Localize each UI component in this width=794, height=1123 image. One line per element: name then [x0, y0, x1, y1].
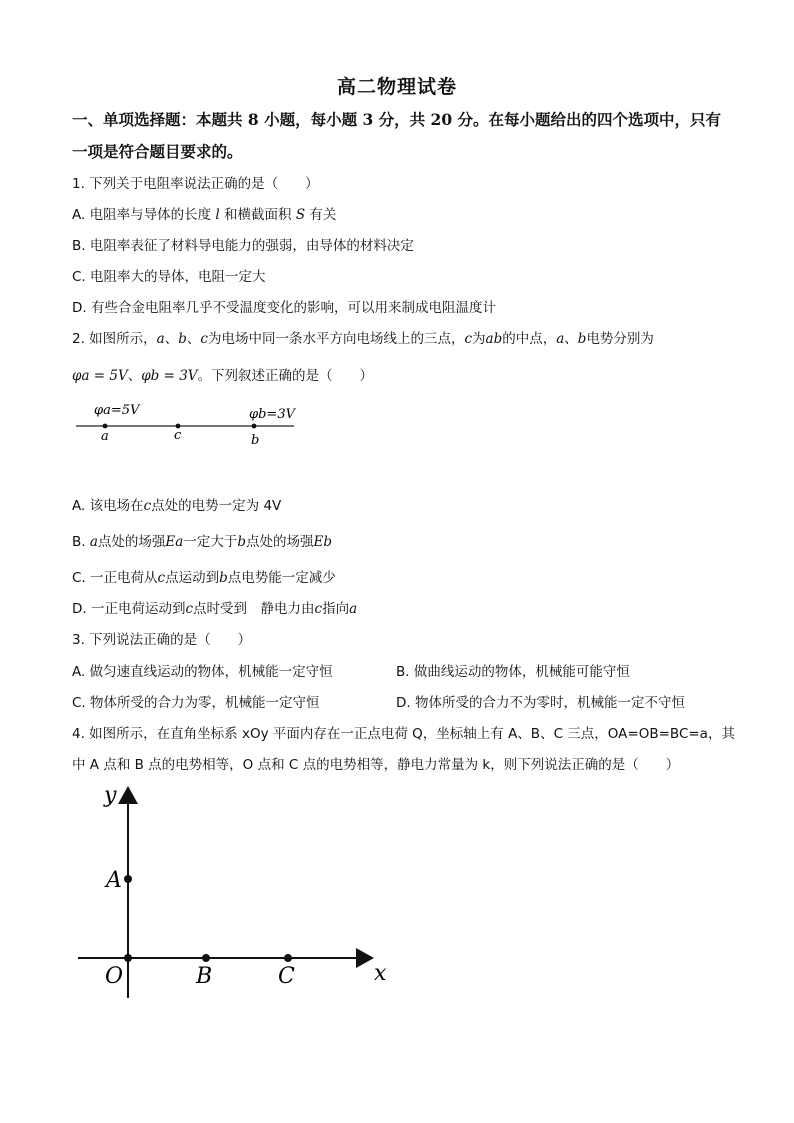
label-a: a [101, 429, 109, 444]
q2-a-text2: 点处的电势一定为 4V [151, 498, 282, 514]
q2-stem-line1 [72, 327, 654, 347]
q2-c-text: 点电势能一定减少 [227, 570, 336, 586]
var-a: a [89, 534, 98, 550]
label-phi-b: φb=3V [249, 407, 295, 422]
var-c: c [464, 331, 473, 347]
q2-option-b[interactable] [72, 530, 332, 550]
sep: 、 [164, 331, 179, 347]
var-s: S [295, 207, 306, 223]
q4-stem-line2: 中 A 点和 B 点的电势相等，O 点和 C 点的电势相等，静电力常量为 k，则下列说法正确的是（ ） [72, 757, 680, 773]
var-ab: ab [485, 331, 503, 347]
q1-option-b[interactable]: B. 电阻率表征了材料导电能力的强弱，由导体的材料决定 [72, 238, 414, 254]
q2-text: 。下列叙述正确的是（ ） [197, 368, 374, 384]
label-b: b [251, 433, 260, 448]
q2-d-text: 点时受到 静电力由 [193, 601, 315, 617]
var-b: b [577, 331, 587, 347]
var-a: a [156, 331, 165, 347]
q1-option-c[interactable]: C. 电阻率大的导体，电阻一定大 [72, 269, 266, 285]
q2-b-text: 点处的场强 [97, 534, 166, 550]
point-c-dot [284, 954, 292, 962]
q2-a-text1: A. 该电场在 [72, 498, 144, 514]
q1-stem: 1. 下列关于电阻率说法正确的是（ ） [72, 176, 319, 192]
label-o: O [105, 964, 124, 989]
q2-text: 2. 如图所示， [72, 331, 157, 347]
y-label: y [104, 783, 117, 808]
q2-text: 的中点， [502, 331, 557, 347]
q3-option-a[interactable]: A. 做匀速直线运动的物体，机械能一定守恒 [72, 664, 333, 680]
var-c: c [314, 601, 323, 617]
q4-coordinate-figure [72, 778, 402, 1003]
q2-c-text: 点运动到 [165, 570, 220, 586]
sep: 、 [127, 368, 142, 384]
label-c: C [278, 964, 295, 989]
point-b-dot [202, 954, 210, 962]
q1-a-text1: A. 电阻率与导体的长度 [72, 207, 212, 223]
q3-stem: 3. 下列说法正确的是（ ） [72, 632, 252, 648]
var-a: a [556, 331, 565, 347]
var-b: b [219, 570, 228, 586]
var-eb: Eb [313, 534, 332, 550]
page-title: 高二物理试卷 [336, 76, 457, 98]
var-c: c [143, 498, 152, 514]
q2-field-line-figure [72, 396, 302, 452]
section-heading: 一、单项选择题：本题共 8 小题，每小题 3 分，共 20 分。在每小题给出的四个选项中，只有一项是符合题目要求的。 [72, 110, 722, 161]
point-b-dot [252, 424, 257, 429]
label-phi-a: φa=5V [94, 403, 140, 418]
q1-option-d[interactable]: D. 有些合金电阻率几乎不受温度变化的影响，可以用来制成电阻温度计 [72, 300, 496, 316]
q3-option-b[interactable]: B. 做曲线运动的物体，机械能可能守恒 [396, 664, 630, 680]
var-a: a [349, 601, 358, 617]
var-c: c [200, 331, 208, 347]
q2-text: 为 [472, 331, 486, 347]
var-l: l [215, 207, 220, 223]
phi-a-formula: φa = 5V [72, 368, 128, 384]
q2-d-text: 指向 [322, 601, 350, 617]
q2-option-d[interactable] [72, 597, 357, 617]
q2-option-a[interactable] [72, 494, 281, 514]
point-a-dot [124, 875, 132, 883]
q2-c-text: C. 一正电荷从 [72, 570, 158, 586]
point-a-dot [103, 424, 108, 429]
var-ea: Ea [165, 534, 184, 550]
q2-d-text: D. 一正电荷运动到 [72, 601, 186, 617]
var-c: c [185, 601, 194, 617]
sep: 、 [186, 331, 201, 347]
q1-a-text2: 和横截面积 [224, 207, 292, 223]
var-b: b [178, 331, 187, 347]
q3-option-d[interactable]: D. 物体所受的合力不为零时，机械能一定不守恒 [396, 695, 685, 711]
label-b: B [196, 964, 213, 989]
var-c: c [157, 570, 166, 586]
q4-stem-line1: 4. 如图所示，在直角坐标系 xOy 平面内存在一正点电荷 Q，坐标轴上有 A、B、C 三点，OA=OB=BC=a，其 [72, 726, 735, 742]
q1-a-text3: 有关 [309, 207, 337, 223]
q2-option-c[interactable] [72, 566, 336, 586]
sep: 、 [564, 331, 578, 347]
q2-text: 电势分别为 [586, 331, 654, 347]
q2-b-text: B. [72, 534, 90, 550]
label-c: c [174, 428, 182, 443]
phi-b-formula: φb = 3V [141, 368, 198, 384]
q2-b-text: 点处的场强 [245, 534, 314, 550]
label-a: A [106, 868, 122, 893]
q2-stem-line2 [72, 364, 373, 384]
origin-dot [124, 954, 132, 962]
q1-option-a[interactable] [72, 203, 336, 223]
x-label: x [374, 961, 387, 986]
q2-b-text: 一定大于 [183, 534, 238, 550]
q3-option-c[interactable]: C. 物体所受的合力为零，机械能一定守恒 [72, 695, 320, 711]
var-b: b [237, 534, 246, 550]
q2-text: 为电场中同一条水平方向电场线上的三点， [207, 331, 465, 347]
